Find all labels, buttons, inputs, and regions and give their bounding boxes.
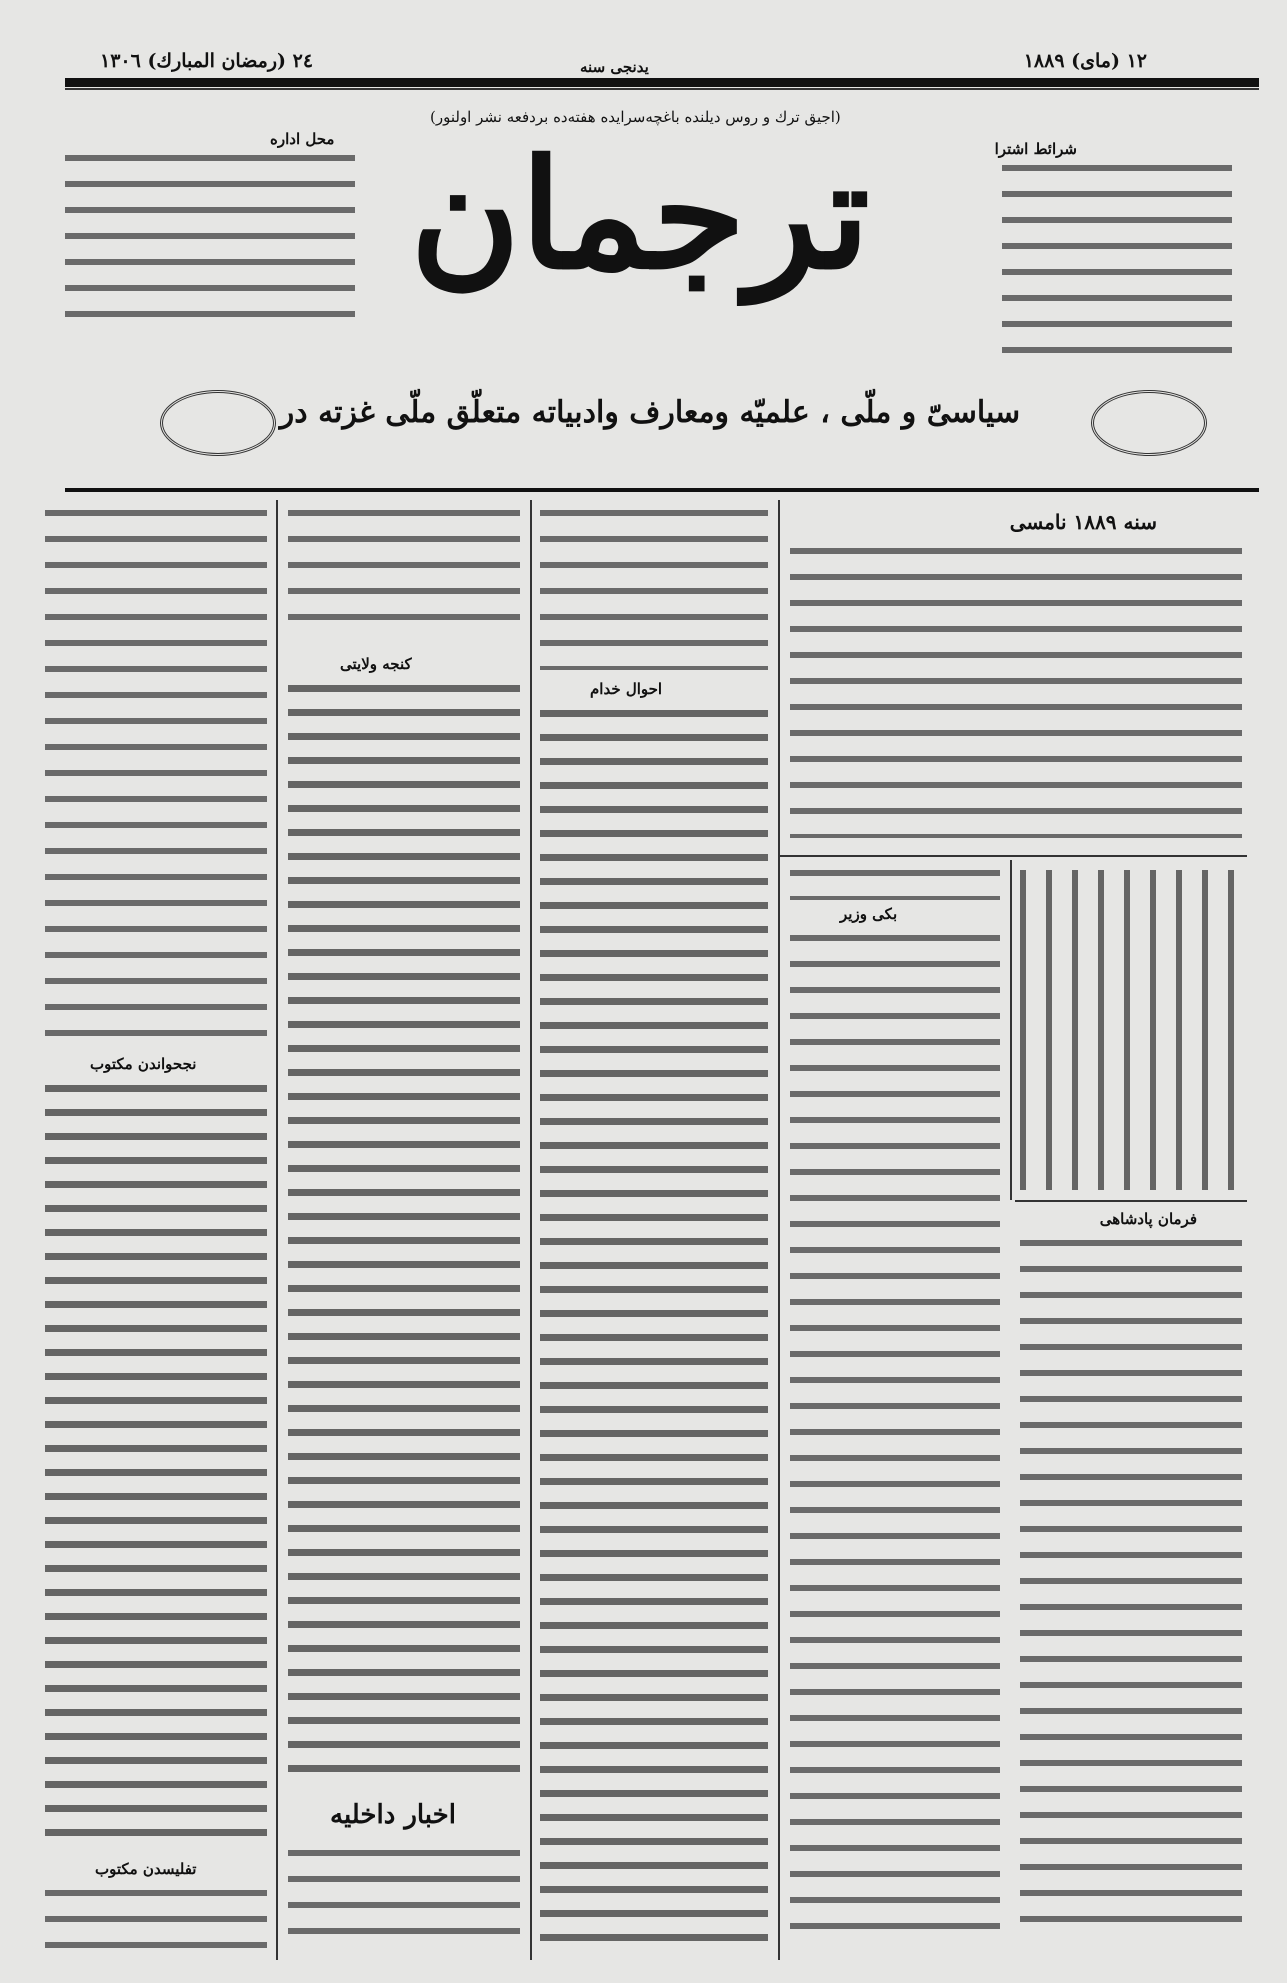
masthead-title: ترجمان (410, 127, 870, 303)
vizier-heading: بکی وزیر (840, 905, 898, 923)
nakhchivan-heading: نجحواندن مکتوب (90, 1055, 197, 1073)
ornament-right (1091, 390, 1207, 456)
col4-text (790, 935, 1000, 1945)
col1-text (45, 1085, 267, 1845)
municipal-text (790, 870, 1000, 900)
header-rule (65, 78, 1259, 87)
subscription-box-title: شرائط اشترا (994, 140, 1077, 158)
ornament-left (160, 390, 276, 456)
column-divider (276, 500, 278, 1960)
lead-heading: سنه ١٨٨٩ نامسی (1009, 510, 1157, 534)
col2-top-text (288, 510, 520, 640)
col1-top-text (45, 510, 267, 1050)
subscription-text (1002, 165, 1232, 365)
col3-text (540, 710, 768, 1950)
column-divider (1010, 860, 1012, 1200)
section-divider (1015, 1200, 1247, 1202)
firman-text (1020, 1240, 1242, 1940)
header-rule-thin (65, 88, 1259, 90)
column-divider (530, 500, 532, 1960)
tiflis-text (45, 1890, 267, 1950)
col2-text (288, 685, 520, 1775)
masthead-subtitle: سیاسیّ و ملّی ، علمیّه ومعارف وادبیاته متعلّق ملّی غزته در (279, 395, 1021, 430)
masthead-rule (65, 488, 1259, 492)
lead-text (790, 548, 1242, 838)
issue-year: يدنجی سنه (580, 58, 649, 76)
notice-vertical-text (1020, 870, 1242, 1190)
hijri-date: ٢٤ (رمضان المبارك) ١٣٠٦ (100, 50, 314, 72)
gregorian-date: ١٢ (مای) ١٨٨٩ (1023, 50, 1147, 72)
col3-top-text (540, 510, 768, 670)
column-divider (778, 500, 780, 1960)
domestic-text (288, 1850, 520, 1950)
firman-heading: فرمان پادشاهی (1099, 1210, 1197, 1228)
office-text (65, 155, 355, 330)
servants-heading: احوال خدام (590, 680, 663, 698)
office-box-title: محل اداره (270, 130, 335, 148)
tagline: (اجيق ترك و روس دیلنده باغچه‌سرایده هفته‌ده بردفعه نشر اولنور) (430, 108, 841, 126)
tiflis-heading: تفلیسدن مکتوب (95, 1860, 197, 1878)
domestic-heading: اخبار داخلیه (330, 1800, 456, 1830)
ganja-heading: کنجه ولایتی (340, 655, 412, 673)
section-divider (780, 855, 1247, 857)
